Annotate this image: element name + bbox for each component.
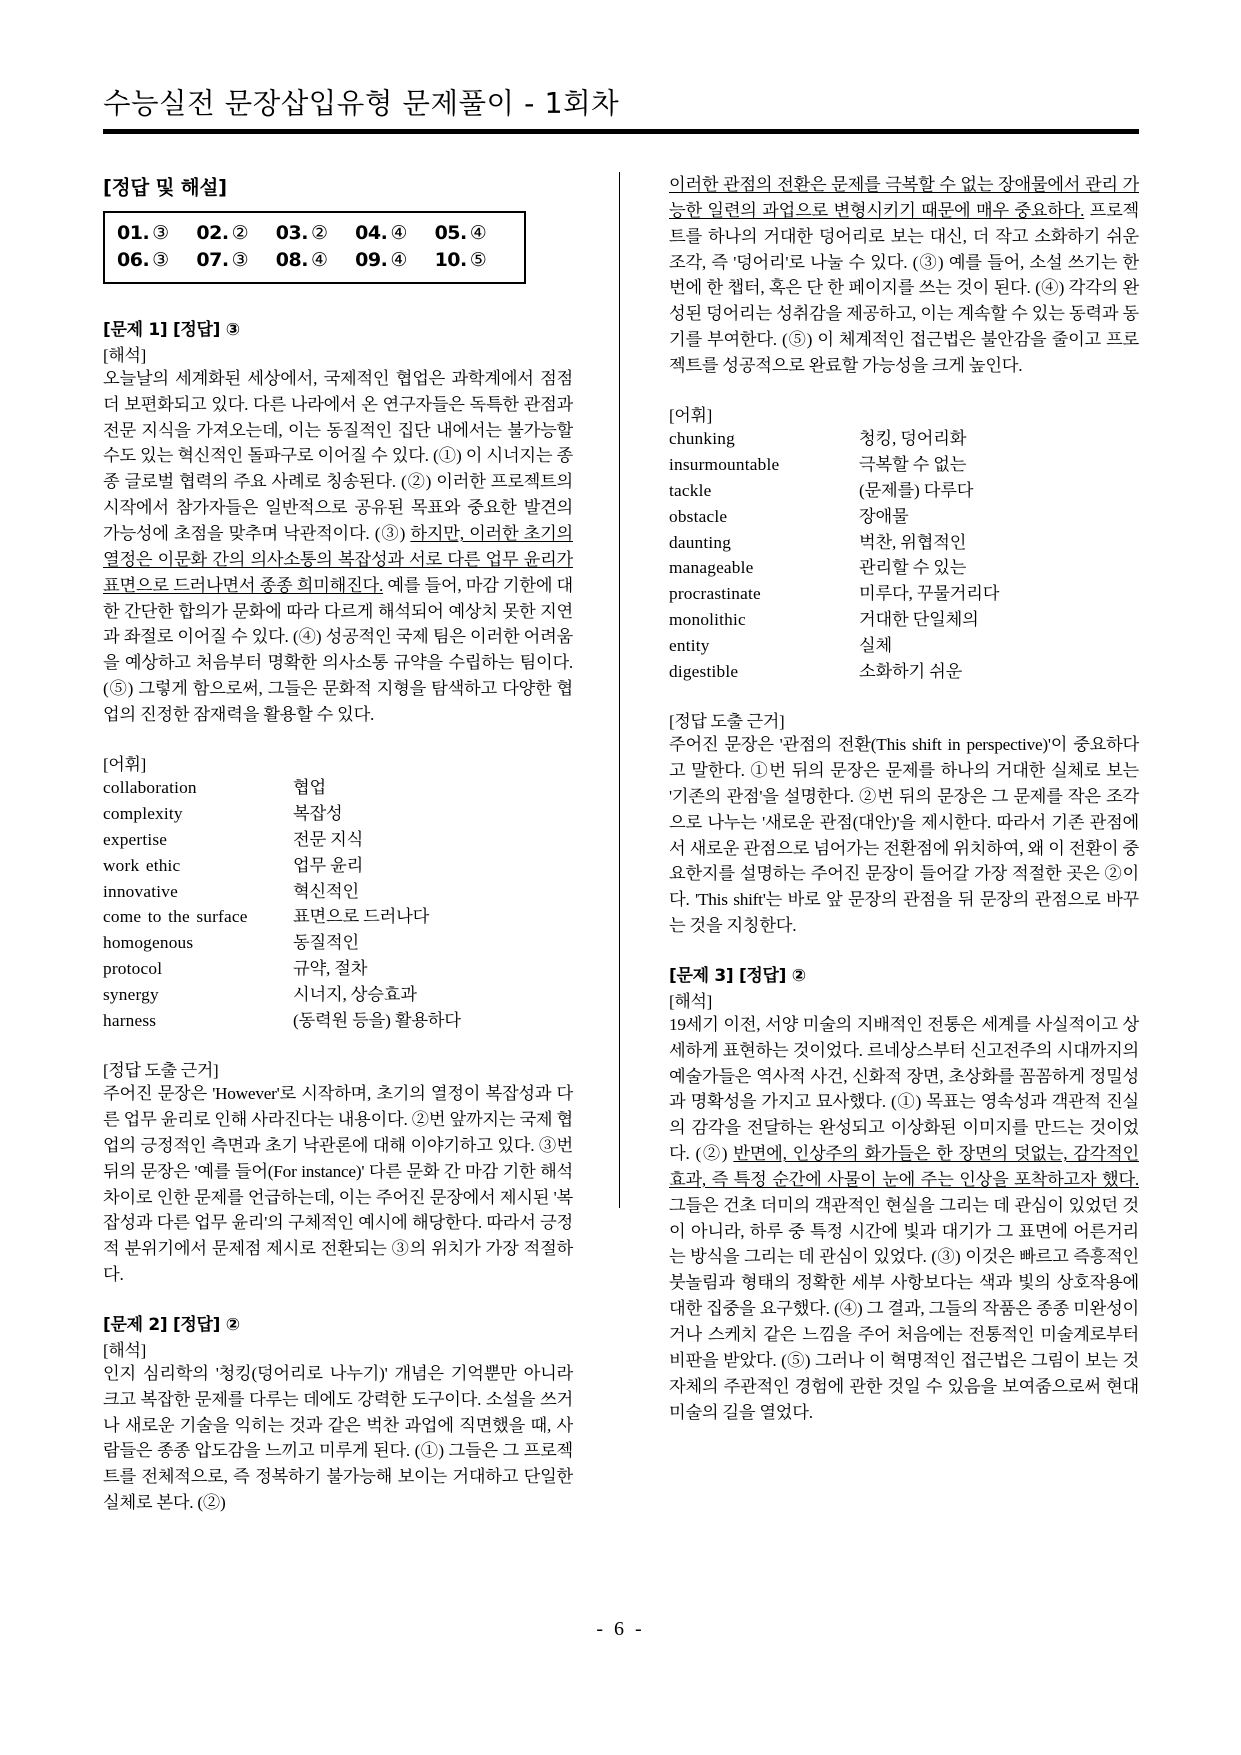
answer-choice: ③ [231, 248, 249, 271]
vocab-meaning: (문제를) 다루다 [859, 480, 974, 500]
right-column [669, 172, 1139, 1552]
vocab-row [103, 879, 573, 905]
vocab-row [103, 1008, 573, 1034]
vocab-term: daunting [669, 532, 732, 552]
answer-cell [117, 220, 196, 247]
vocab-row [669, 530, 1139, 556]
vocab-term: entity [669, 636, 710, 656]
answer-choice: ④ [310, 248, 328, 271]
vocab-row [669, 607, 1139, 633]
answer-choice: ③ [152, 222, 169, 244]
problem-2-vocab-list [669, 426, 1139, 685]
vocab-meaning: 극복할 수 없는 [859, 454, 967, 474]
interpretation-part-1: 오늘날의 세계화된 세상에서, 국제적인 협업은 과학계에서 점점 더 보편화되고 있다. 다른 나라에서 온 연구자들은 독특한 관점과 전문 지식을 가져오는데, 이는 동질적인 집단 내에서는 불가능할 수도 있는 혁신적인 돌파구로 이어질 수 있다. (①) 이 시너지는 종종 글로벌 협력의 주요 사례로 칭송된다. (②) 이러한 프로젝트의 시작에서 참가자들은 일반적으로 공유된 목표와 중요한 발견의 가능성에 초점을 맞추며 낙관적이다. (③) [103, 368, 573, 543]
vocab-row [669, 659, 1139, 685]
answer-choice: ② [310, 222, 328, 244]
answer-cell [117, 247, 196, 274]
vocab-meaning: 협업 [293, 777, 326, 797]
answer-choice: ④ [469, 222, 487, 244]
body-columns [103, 172, 1139, 1552]
answer-cell [276, 220, 355, 247]
vocab-term: come to the surface [103, 907, 248, 927]
answer-cell [435, 247, 514, 274]
answer-number: 02. [196, 222, 229, 244]
vocab-term: manageable [669, 558, 754, 578]
column-divider [619, 172, 620, 1208]
vocab-term: procrastinate [669, 584, 761, 604]
inserted-sentence: 하지만, 이러한 초기의 열정은 이문화 간의 의사소통의 복잡성과 서로 다른 업무 윤리가 표면으로 드러나면서 종종 희미해진다. [103, 524, 573, 595]
vocab-term: insurmountable [669, 454, 780, 474]
answer-number: 04. [355, 222, 388, 244]
vocab-row [669, 504, 1139, 530]
vocab-term: homogenous [103, 933, 194, 953]
vocab-meaning: 소화하기 쉬운 [859, 662, 963, 682]
vocab-meaning: 실체 [859, 636, 892, 656]
vocab-term: work ethic [103, 855, 181, 875]
problem-1-heading: [문제 1] [정답] ③ [103, 319, 240, 340]
problem-3-interpretation [669, 1012, 1139, 1426]
vocab-row [103, 904, 573, 930]
vocab-term: monolithic [669, 610, 746, 630]
problem-1-interpretation-label: [해석] [103, 345, 146, 365]
vocab-meaning: 복잡성 [293, 803, 343, 823]
vocab-term: collaboration [103, 777, 197, 797]
problem-3-interpretation-label: [해석] [669, 991, 712, 1011]
vocab-meaning: 장애물 [859, 506, 909, 526]
vocab-meaning: (동력원 등을) 활용하다 [293, 1011, 461, 1031]
answer-number: 07. [196, 248, 229, 271]
vocab-meaning: 혁신적인 [293, 881, 359, 901]
problem-2-rationale-label: [정답 도출 근거] [669, 712, 785, 732]
vocab-row [103, 801, 573, 827]
answer-number: 08. [275, 248, 308, 271]
answer-choice: ④ [390, 248, 407, 271]
vocab-term: synergy [103, 985, 159, 1005]
problem-3-heading: [문제 3] [정답] ② [669, 965, 806, 986]
answer-choice: ③ [152, 248, 169, 271]
vocab-row [669, 633, 1139, 659]
vocab-row [103, 956, 573, 982]
problem-2-interpretation-part-a: 인지 심리학의 '청킹(덩어리로 나누기)' 개념은 기억뿐만 아니라 크고 복잡한 문제를 다루는 데에도 강력한 도구이다. 소설을 쓰거나 새로운 기술을 익히는 것과 같은 벅찬 과업에 직면했을 때, 사람들은 종종 압도감을 느끼고 미루게 된다. (①) 그들은 그 프로젝트를 전체적으로, 즉 정복하기 불가능해 보이는 거대하고 단일한 실체로 본다. (②) [103, 1363, 573, 1513]
vocab-meaning: 업무 윤리 [293, 855, 364, 875]
problem-2-interpretation-label: [해석] [103, 1340, 146, 1360]
problem-2-heading: [문제 2] [정답] ② [103, 1314, 240, 1335]
interpretation-part-1: 19세기 이전, 서양 미술의 지배적인 전통은 세계를 사실적이고 상세하게 표현하는 것이었다. 르네상스부터 신고전주의 시대까지의 예술가들은 역사적 사건, 신화적 장면, 초상화를 꼼꼼하게 정밀성과 명확성을 가지고 묘사했다. (①) 목표는 영속성과 객관적 진실의 감각을 전달하는 완성되고 이상화된 이미지를 만드는 것이었다. (②) [669, 1014, 1139, 1164]
answer-cell [355, 247, 434, 274]
answer-choice: ④ [390, 222, 407, 244]
vocab-row [103, 982, 573, 1008]
vocab-term: complexity [103, 803, 183, 823]
inserted-sentence: 반면에, 인상주의 화가들은 한 장면의 덧없는, 감각적인 효과, 즉 특정 순간에 사물이 눈에 주는 인상을 포착하고자 했다. [669, 1144, 1140, 1189]
problem-1-interpretation [103, 366, 573, 728]
vocab-row [103, 853, 573, 879]
interpretation-part-2: 그들은 건초 더미의 객관적인 현실을 그리는 데 관심이 있었던 것이 아니라, 하루 중 특정 시간에 빛과 대기가 그 표면에 어른거리는 방식을 그리는 데 관심이 있었다. (③) 이것은 빠르고 즉흥적인 붓놀림과 형태의 정확한 세부 사항보다는 색과 빛의 상호작용에 대한 집중을 요구했다. (④) 그 결과, 그들의 작품은 종종 미완성이거나 스케치 같은 느낌을 주어 처음에는 전통적인 미술계로부터 비판을 받았다. (⑤) 그러나 이 혁명적인 접근법은 그림이 보는 것 자체의 주관적인 경험에 관한 것일 수 있음을 보여줌으로써 현대 미술의 길을 열었다. [669, 1195, 1139, 1422]
vocab-term: protocol [103, 959, 163, 979]
vocab-term: digestible [669, 662, 739, 682]
answer-number: 09. [355, 248, 388, 271]
vocab-row [103, 827, 573, 853]
problem-2-interpretation-continued [669, 172, 1139, 379]
page-title: 수능실전 문장삽입유형 문제풀이 - 1회차 [103, 87, 620, 120]
vocab-meaning: 거대한 단일체의 [859, 610, 979, 630]
vocab-meaning: 청킹, 덩어리화 [859, 428, 967, 448]
problem-2-rationale: 주어진 문장은 '관점의 전환(This shift in perspective)'이 중요하다고 말한다. ①번 뒤의 문장은 문제를 하나의 거대한 실체로 보는 '기존의 관점'을 설명한다. ②번 뒤의 문장은 그 문제를 작은 조각으로 나누는 '새로운 관점(대안)'을 제시한다. 따라서 기존 관점에서 새로운 관점으로 넘어가는 전환점에 위치하여, 왜 이 전환이 중요한지를 설명하는 주어진 문장이 들어갈 가장 적절한 곳은 ②이다. 'This shift'는 바로 앞 문장의 관점을 뒤 문장의 관점으로 바꾸는 것을 지칭한다. [669, 735, 1139, 936]
answer-number: 10. [434, 248, 467, 271]
answer-number: 01. [117, 222, 150, 244]
answer-key-row [117, 247, 514, 274]
vocab-term: innovative [103, 881, 178, 901]
vocab-meaning: 동질적인 [293, 933, 359, 953]
answer-choice: ② [231, 222, 249, 244]
vocab-row [103, 775, 573, 801]
answer-cell [196, 247, 275, 274]
vocab-row [669, 452, 1139, 478]
answer-cell [435, 220, 514, 247]
vocab-meaning: 미루다, 꾸물거리다 [859, 584, 1000, 604]
problem-1-vocab-label: [어휘] [103, 754, 146, 774]
vocab-term: tackle [669, 480, 712, 500]
vocab-meaning: 규약, 절차 [293, 959, 368, 979]
problem-1-vocab-list [103, 775, 573, 1034]
answer-key-row [117, 220, 514, 247]
vocab-row [669, 478, 1139, 504]
page-header [103, 86, 1139, 134]
vocab-term: expertise [103, 829, 168, 849]
answer-number: 06. [117, 248, 150, 271]
answer-key-heading: [정답 및 해설] [103, 176, 227, 199]
inserted-sentence: 이러한 관점의 전환은 문제를 극복할 수 없는 장애물에서 관리 가능한 일련의 과업으로 변형시키기 때문에 매우 중요하다. [669, 175, 1139, 220]
title-divider [103, 129, 1139, 134]
vocab-row [669, 555, 1139, 581]
problem-2-vocab-label: [어휘] [669, 405, 712, 425]
vocab-row [669, 426, 1139, 452]
vocab-meaning: 시너지, 상승효과 [293, 985, 417, 1005]
vocab-term: chunking [669, 428, 735, 448]
answer-number: 05. [434, 222, 467, 244]
answer-choice: ⑤ [469, 248, 487, 271]
vocab-term: obstacle [669, 506, 728, 526]
vocab-term: harness [103, 1011, 157, 1031]
page-number: - 6 - [596, 1618, 645, 1640]
answer-number: 03. [275, 222, 308, 244]
vocab-row [669, 581, 1139, 607]
vocab-row [103, 930, 573, 956]
answer-cell [355, 220, 434, 247]
answer-key-box [103, 211, 526, 284]
vocab-meaning: 전문 지식 [293, 829, 364, 849]
vocab-meaning: 표면으로 드러나다 [293, 907, 430, 927]
problem-1-rationale-label: [정답 도출 근거] [103, 1061, 219, 1081]
interpretation-part-2: 프로젝트를 하나의 거대한 덩어리로 보는 대신, 더 작고 소화하기 쉬운 조각, 즉 '덩어리'로 나눌 수 있다. (③) 예를 들어, 소설 쓰기는 한 번에 한 챕터, 혹은 단 한 페이지를 쓰는 것이 된다. (④) 각각의 완성된 덩어리는 성취감을 제공하고, 이는 계속할 수 있는 동력과 동기를 부여한다. (⑤) 이 체계적인 접근법은 불안감을 줄이고 프로젝트를 성공적으로 완료할 가능성을 크게 높인다. [669, 200, 1140, 375]
interpretation-part-2: 예를 들어, 마감 기한에 대한 간단한 합의가 문화에 따라 다르게 해석되어 예상치 못한 지연과 좌절로 이어질 수 있다. (④) 성공적인 국제 팀은 이러한 어려움을 예상하고 처음부터 명확한 의사소통 규약을 수립하는 팀이다. (⑤) 그렇게 함으로써, 그들은 문화적 지형을 탐색하고 다양한 협업의 진정한 잠재력을 활용할 수 있다. [103, 575, 573, 724]
vocab-meaning: 관리할 수 있는 [859, 558, 967, 578]
problem-1-rationale: 주어진 문장은 'However'로 시작하며, 초기의 열정이 복잡성과 다른 업무 윤리로 인해 사라진다는 내용이다. ②번 앞까지는 국제 협업의 긍정적인 측면과 초기 낙관론에 대해 이야기하고 있다. ③번 뒤의 문장은 '예를 들어(For instance)' 다른 문화 간 마감 기한 해석 차이로 인한 문제를 언급하는데, 이는 주어진 문장에서 제시된 '복잡성과 다른 업무 윤리'의 구체적인 예시에 해당한다. 따라서 긍정적 분위기에서 문제점 제시로 전환되는 ③의 위치가 가장 적절하다. [103, 1084, 573, 1285]
answer-cell [196, 220, 275, 247]
vocab-meaning: 벅찬, 위협적인 [859, 532, 967, 552]
answer-cell [276, 247, 355, 274]
left-column [103, 172, 573, 1552]
